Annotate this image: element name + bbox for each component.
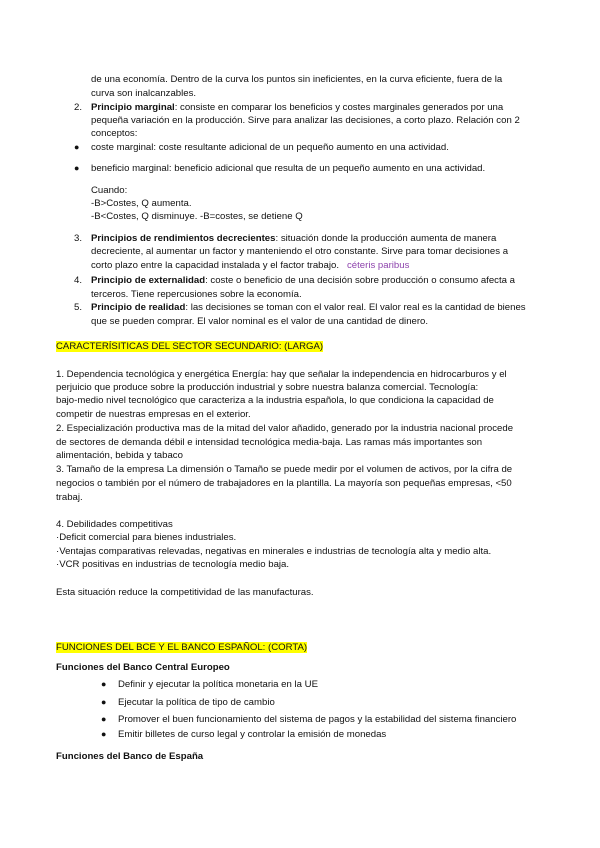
principle-5-line-1: Principio de realidad: las decisiones se toman con el valor real. El valor real es la cantidad de bienes bbox=[91, 302, 526, 313]
secondary-line-1: 1. Dependencia tecnológica y energética Energía: hay que señalar la independencia en hidrocarburos y el bbox=[56, 369, 507, 380]
bullet-beneficio-marginal: beneficio marginal: beneficio adicional que resulta de un pequeño aumento en una actividad. bbox=[91, 163, 486, 174]
intro-line-1: de una economía. Dentro de la curva los puntos sin ineficientes, en la curva eficiente, fuera de la bbox=[91, 74, 503, 85]
bullet-icon: ● bbox=[74, 142, 80, 152]
cuando-line-3: -B<Costes, Q disminuye. -B=costes, se detiene Q bbox=[91, 211, 303, 222]
ceteris-paribus-note: céteris paribus bbox=[347, 260, 410, 271]
principle-2-line-2: pequeña variación en la producción. Sirve para analizar las decisiones, a corto plazo. Relación con 2 bbox=[91, 115, 520, 126]
secondary-line-6: de sectores de demanda débil e intensidad tecnológica media-baja. Las ramas más importantes son bbox=[56, 437, 483, 448]
principle-3-line-3: corto plazo entre la capacidad instalada y el factor trabajo. céteris paribus bbox=[91, 260, 410, 271]
cuando-line-1: Cuando: bbox=[91, 185, 128, 196]
principle-2-line-1: Principio marginal: consiste en comparar los beneficios y costes marginales generados por una bbox=[91, 102, 504, 113]
principle-5-line-2: que se pueden comprar. El valor nominal es el valor de una cantidad de dinero. bbox=[91, 316, 429, 327]
intro-line-2: curva son inalcanzables. bbox=[91, 88, 197, 99]
bce-item-2: Ejecutar la política de tipo de cambio bbox=[118, 697, 275, 708]
principle-2-line-3: conceptos: bbox=[91, 128, 138, 139]
secondary-line-10: trabaj. bbox=[56, 492, 83, 503]
principle-3-title: Principios de rendimientos decrecientes bbox=[91, 233, 276, 244]
bce-item-4: Emitir billetes de curso legal y controlar la emisión de monedas bbox=[118, 729, 387, 740]
list-number: 4. bbox=[74, 275, 83, 286]
bce-subheading: Funciones del Banco Central Europeo bbox=[56, 662, 230, 673]
principle-4-title: Principio de externalidad bbox=[91, 275, 206, 286]
secondary-line-2: perjuicio que produce sobre la producción industrial y sobre nuestra balanza comercial. Tecnología: bbox=[56, 382, 479, 393]
bce-item-3: Promover el buen funcionamiento del sistema de pagos y la estabilidad del sistema financiero bbox=[118, 714, 517, 725]
secondary-line-5: 2. Especialización productiva mas de la mitad del valor añadido, generado por la industria nacional procede bbox=[56, 423, 514, 434]
principle-5-title: Principio de realidad bbox=[91, 302, 186, 313]
secondary-line-7: alimentación, bebida y tabaco bbox=[56, 450, 183, 461]
principle-3-line-1: Principios de rendimientos decrecientes: situación donde la producción aumenta de manera bbox=[91, 233, 497, 244]
secondary-sector-heading: CARACTERÍSITICAS DEL SECTOR SECUNDARIO: (LARGA) bbox=[56, 341, 324, 352]
bullet-coste-marginal: coste marginal: coste resultante adicional de un pequeño aumento en una actividad. bbox=[91, 142, 449, 153]
list-number: 2. bbox=[74, 102, 83, 113]
principle-4-line-1: Principio de externalidad: coste o beneficio de una decisión sobre producción o consumo afecta a bbox=[91, 275, 515, 286]
bullet-icon: ● bbox=[101, 679, 107, 689]
principle-4-line-2: terceros. Tiene repercusiones sobre la economía. bbox=[91, 289, 302, 300]
secondary-line-9: negocios o también por el número de trabajadores en la plantilla. La mayoría son pequeñas empresas, <50 bbox=[56, 478, 512, 489]
list-number: 3. bbox=[74, 233, 83, 244]
list-number: 5. bbox=[74, 302, 83, 313]
banco-espana-subheading: Funciones del Banco de España bbox=[56, 751, 204, 762]
bullet-icon: ● bbox=[74, 163, 80, 173]
bullet-icon: ● bbox=[101, 729, 107, 739]
weakness-item-1: ·Deficit comercial para bienes industriales. bbox=[56, 532, 237, 543]
secondary-line-8: 3. Tamaño de la empresa La dimensión o Tamaño se puede medir por el volumen de activos, por la cifra de bbox=[56, 464, 513, 475]
principle-2-title: Principio marginal bbox=[91, 102, 175, 113]
weakness-heading: 4. Debilidades competitivas bbox=[56, 519, 173, 530]
conclusion-text: Esta situación reduce la competitividad de las manufacturas. bbox=[56, 587, 314, 598]
weakness-item-3: ·VCR positivas en industrias de tecnología medio baja. bbox=[56, 559, 290, 570]
secondary-line-4: competir de nuestras empresas en el exterior. bbox=[56, 409, 251, 420]
weakness-item-2: ·Ventajas comparativas relevadas, negativas en minerales e industrias de tecnología alta y medio alta. bbox=[56, 546, 492, 557]
principle-3-line-2: decreciente, al aumentar un factor y manteniendo el otro constante. Sirve para tomar decisiones a bbox=[91, 246, 509, 257]
bce-heading: FUNCIONES DEL BCE Y EL BANCO ESPAÑOL: (CORTA) bbox=[56, 642, 308, 653]
bullet-icon: ● bbox=[101, 697, 107, 707]
secondary-line-3: bajo-medio nivel tecnológico que caracteriza a la industria española, lo que condiciona la capacidad de bbox=[56, 395, 494, 406]
bullet-icon: ● bbox=[101, 714, 107, 724]
bce-item-1: Definir y ejecutar la política monetaria en la UE bbox=[118, 679, 318, 690]
cuando-line-2: -B>Costes, Q aumenta. bbox=[91, 198, 192, 209]
